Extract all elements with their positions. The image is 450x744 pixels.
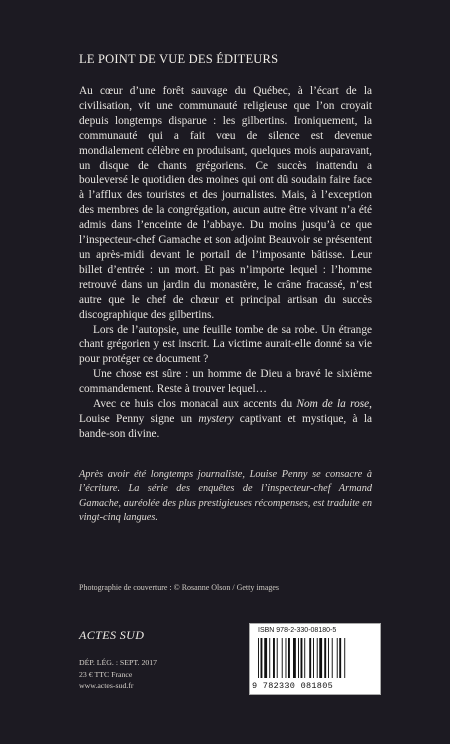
genre-term: mystery [198, 412, 234, 425]
synopsis-paragraph-3: Une chose est sûre : un homme de Dieu a bravé le sixième commandement. Reste à trouver lequel… [79, 368, 372, 396]
synopsis-paragraph-1: Au cœur d’une forêt sauvage du Québec, à l’écart de la civilisation, vit une communauté religieuse que l’on croyait depuis longtemps disparue : les gilbertins. Ironiquement, la communauté qui a fait vœu de silence est devenue mondialement célèbre en produisant, quelques mois auparavant, un disque de chants grégoriens. Ce succès inattendu a bouleversé le quotidien des moines qui ont dû soudain faire face à l’afflux des touristes et des journalistes. Mais, à l’exception des membres de la congrégation, aucun autre être vivant n’a été admis dans l’enceinte de l’abbaye. Du moins jusqu’à ce que l’inspecteur-chef Gamache et son adjoint Beauvoir se présentent un après-midi devant le portail de l’imposante bâtisse. Leur billet d’entrée : un mort. Et pas n’importe lequel : l’homme retrouvé dans un jardin du monastère, le crâne fracassé, n’est autre que le chef de chœur et principal artisan du succès discographique des gilbertins. [79, 85, 372, 321]
synopsis-text: Avec ce huis clos monacal aux accents du [93, 398, 297, 411]
synopsis-text: , Louise Penny signe un [79, 398, 372, 425]
barcode-digits: 9 782330 081805 [252, 681, 334, 691]
section-heading: LE POINT DE VUE DES ÉDITEURS [79, 52, 279, 66]
legal-deposit: DÉP. LÉG. : SEPT. 2017 [79, 658, 158, 667]
photo-credit: Photographie de couverture : © Rosanne Olson / Getty images [79, 583, 280, 592]
barcode-panel [249, 623, 381, 695]
publisher-logo: ACTES SUD [79, 628, 145, 642]
isbn-label: ISBN 978-2-330-08180-5 [258, 627, 337, 634]
synopsis-paragraph-2: Lors de l’autopsie, une feuille tombe de sa robe. Un étrange chant grégorien y est inscrit. La victime aurait-elle donné sa vie pour protéger ce document ? [79, 323, 372, 366]
book-title-reference: Nom de la rose [296, 398, 370, 411]
author-bio: Après avoir été longtemps journaliste, Louise Penny se consacre à l’écriture. La série des enquêtes de l’inspecteur-chef Armand Gamache, auréolée des plus prestigieuses récompenses, est traduite en vingt-cinq langues. [79, 469, 372, 523]
website: www.actes-sud.fr [79, 681, 134, 690]
synopsis [79, 84, 372, 442]
barcode-icon [258, 638, 373, 678]
price: 23 € TTC France [79, 669, 133, 679]
synopsis-paragraph-4 [79, 397, 372, 442]
synopsis-text: captivant et mystique, à la bande-son divine. [79, 412, 372, 440]
legal-info [79, 657, 157, 692]
